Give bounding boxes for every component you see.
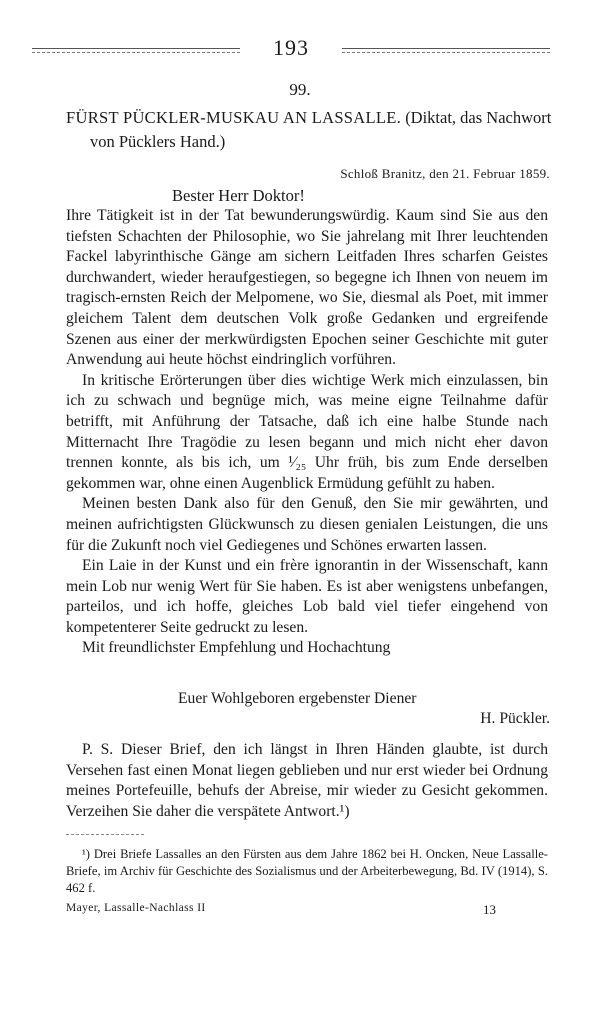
paragraph: In kritische Erörterungen über dies wichtige Werk mich einzulassen, bin ich zu schwach und begnüge mich, was meine eigne Teilnahme dafür betrifft, mit Anführung der Tatsache, daß ich eine halbe Stunde nach Mitternacht Ihre Tragödie zu lesen begann und mich nicht eher davon trennen konnte, als bis ich, um ¹⁄₂₅ Uhr früh, bis zum Ende derselben gekommen war, ohne einen Augenblick Ermüdung gefühlt zu haben. xyxy=(66,371,548,492)
signature: H. Pückler. xyxy=(480,710,550,727)
page-header xyxy=(32,36,550,60)
paragraph: Meinen besten Dank also für den Genuß, den Sie mir gewährten, und meinen aufrichtigsten Glückwunsch zu diesen genialen Leistungen, die uns für die Zukunft noch viel Gediegenes und Schönes erwarten lassen. xyxy=(66,495,548,554)
footnote-rule xyxy=(66,834,144,835)
letter-number: 99. xyxy=(289,80,311,99)
dateline: Schloß Branitz, den 21. Februar 1859. xyxy=(340,166,550,181)
letter-title-note: (Diktat, das Nachwort von Pücklers Hand.) xyxy=(90,108,552,151)
letter-body xyxy=(66,206,548,659)
footer-sheet-number: 13 xyxy=(483,902,496,917)
paragraph: Mit freundlichster Empfehlung und Hochachtung xyxy=(82,639,391,657)
paragraph: Ein Laie in der Kunst und ein frère ignorantin in der Wissenschaft, kann mein Lob nur wenig Wert für Sie haben. Es ist aber wenigstens unbefangen, parteilos, und ich hoffe, gleiches Lob bald viel tiefer eingehend von kompetenterer Seite gedruckt zu lesen. xyxy=(66,557,548,636)
salutation: Bester Herr Doktor! xyxy=(172,186,305,205)
letter-title-caps: FÜRST PÜCKLER-MUSKAU AN LASSALLE. xyxy=(66,108,402,127)
letter-title xyxy=(66,106,560,154)
closing-line: Euer Wohlgeboren ergebenster Diener xyxy=(178,690,417,707)
page-number: 193 xyxy=(273,35,309,60)
footnote: ¹) Drei Briefe Lassalles an den Fürsten aus dem Jahre 1862 bei H. Oncken, Neue Lassalle-Briefe, im Archiv für Geschichte des Sozialismus und der Arbeiterbewegung, Bd. IV (1914), S. 462 f. xyxy=(66,847,548,895)
footer-signature-mark: Mayer, Lassalle-Nachlass II xyxy=(66,902,206,914)
paragraph: Ihre Tätigkeit ist in der Tat bewunderungswürdig. Kaum sind Sie aus den tiefsten Schachten der Philosophie, wo Sie jahrelang mit Ihrer leuchtenden Fackel labyrinthische Gänge am sichern Leitfaden Ihres scharfen Geistes durchwandert, wieder heraufgestiegen, so begegne ich Ihnen von neuem im tragisch-ernsten Reich der Melpomene, wo Sie, diesmal als Poet, mit immer gleichem Talent dem deutschen Volk große Gedanken und ergreifende Szenen aus einer der merkwürdigsten Epochen seiner Geschichte mit guter Anwendung aui heute höchst eindringlich vorführen. xyxy=(66,207,548,369)
postscript: P. S. Dieser Brief, den ich längst in Ihren Händen glaubte, ist durch Versehen fast einen Monat liegen geblieben und nur erst wieder bei Ordnung meines Portefeuille, behufs der Abreise, mir wieder zu Gesicht gekommen. Verzeihen Sie daher die verspätete Antwort.¹) xyxy=(66,741,548,820)
